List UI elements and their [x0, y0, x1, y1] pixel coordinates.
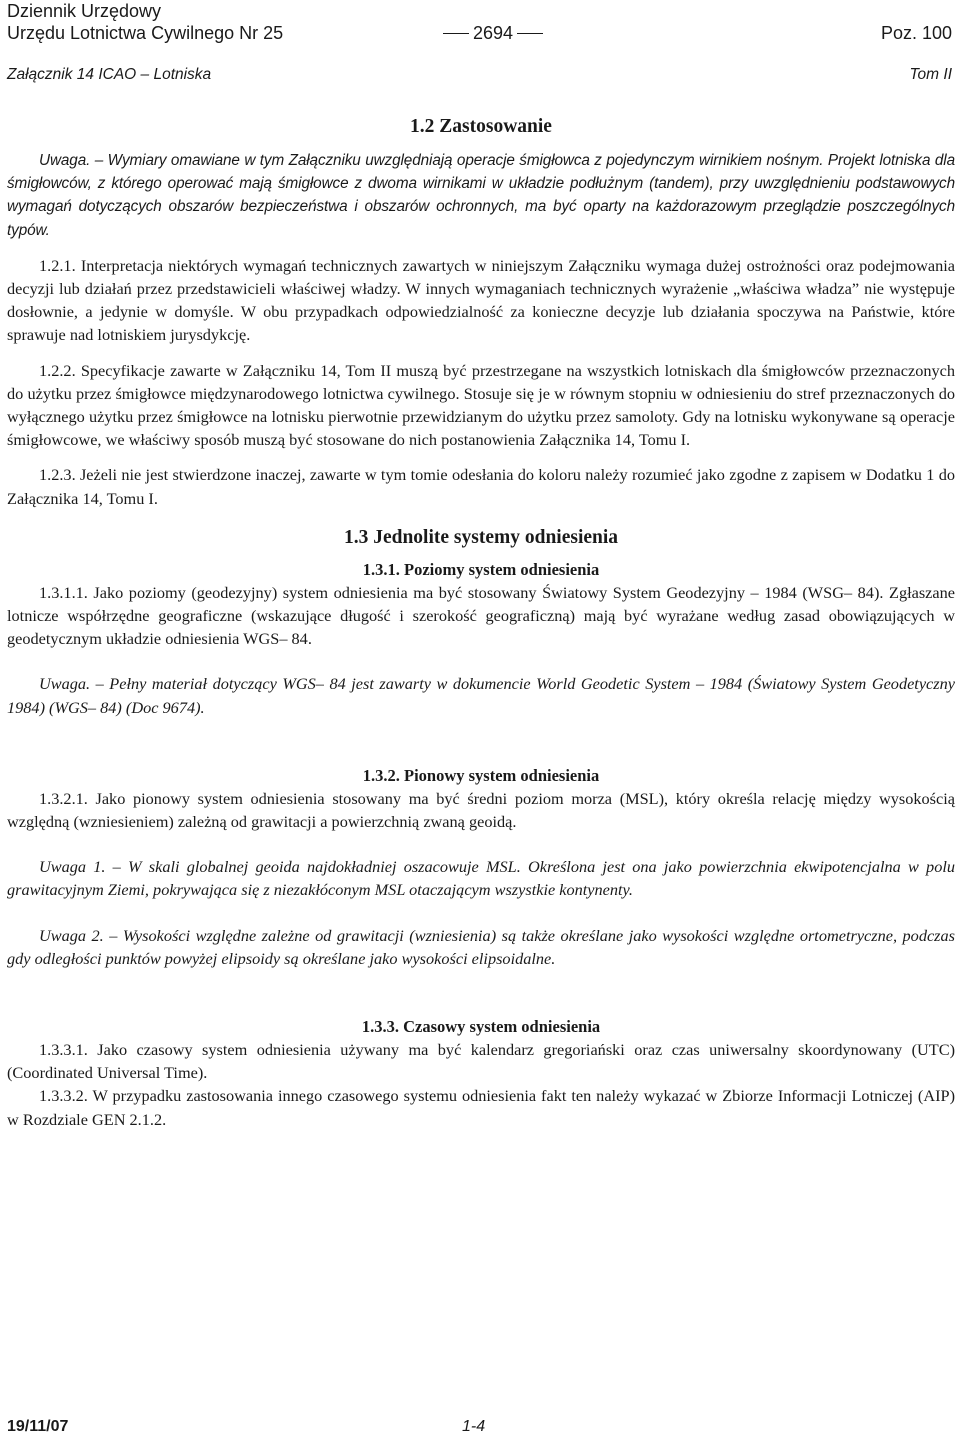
journal-title-line1: Dziennik Urzędowy	[7, 1, 162, 21]
paragraph-1-3-3-1: 1.3.3.1. Jako czasowy system odniesienia używany ma być kalendarz gregoriański oraz czas uniwersalny skoordynowany (UTC) (Coordinated Universal Time).	[7, 1040, 955, 1083]
journal-title-line2: Urzędu Lotnictwa Cywilnego Nr 25	[7, 23, 284, 43]
dash-right	[517, 33, 543, 34]
running-head	[7, 66, 952, 86]
paragraph-1-3-2-1: 1.3.2.1. Jako pionowy system odniesienia stosowany ma być średni poziom morza (MSL), który określa relację między wysokością względną (wzniesieniem) zależną od grawitacji a powierzchnią zwaną geoidą.	[7, 788, 955, 832]
paragraph-1-2-2: 1.2.2. Specyfikacje zawarte w Załączniku 14, Tom II muszą być przestrzegane na wszystkich lotniskach dla śmigłowców przeznaczonych do użytku przez śmigłowce międzynarodowego lotnictwa cywilnego. Stosuje się je w równym stopniu w odniesieniu do stref przeznaczonych do wyłącznego użytku przez śmigłowce na lotnisku pierwotnie przewidzianym do użytku przez samoloty. Gdy na lotnisku wykonywane są operacje śmigłowcowe, we właściwy sposób muszą być stosowane do nich postanowienia Załącznika 14, Tomu I.	[7, 360, 955, 450]
footer-page-ref: 1-4	[462, 1418, 486, 1435]
note-1-3-2-1: Uwaga 1. – W skali globalnej geoida najdokładniej oszacowuje MSL. Określona jest ona jako powierzchnia ekwipotencjalna w polu grawitacyjnym Ziemi, pokrywająca się z niezakłóconym MSL otaczającym wszystkie kontynenty.	[7, 857, 955, 900]
subsection-heading-1-3-1: 1.3.1. Poziomy system odniesienia	[362, 559, 600, 579]
page-number: 2694	[473, 23, 514, 43]
footer-date: 19/11/07	[7, 1418, 69, 1435]
page-header	[7, 0, 952, 44]
page-footer	[7, 1418, 955, 1438]
document-body	[7, 113, 955, 1131]
subsection-heading-1-3-2: 1.3.2. Pionowy system odniesienia	[362, 765, 600, 785]
subsection-heading-1-3-3: 1.3.3. Czasowy system odniesienia	[361, 1017, 601, 1037]
paragraph-1-3-1-1: 1.3.1.1. Jako poziomy (geodezyjny) system odniesienia ma być stosowany Światowy System Geodezyjny – 1984 (WSG– 84). Zgłaszane lotnicze współrzędne geograficzne (wskazujące długość i szerokość geograficzną) mają być wyrażane według zasad obowiązujących w geodetycznym układzie odniesienia WGS– 84.	[7, 582, 955, 649]
note-1-3-2-2: Uwaga 2. – Wysokości względne zależne od grawitacji (wzniesienia) są także określane jako wysokości względne ortometryczne, podczas gdy odległości punktów powyżej elipsoidy są określane jako wysokości elipsoidalne.	[7, 925, 955, 968]
dash-left	[443, 33, 469, 34]
note-1-3-1: Uwaga. – Pełny materiał dotyczący WGS– 84 jest zawarty w dokumencie World Geodetic System – 1984 (Światowy System Geodetyczny 1984) (WGS– 84) (Doc 9674).	[7, 674, 955, 717]
paragraph-1-2-3: 1.2.3. Jeżeli nie jest stwierdzone inaczej, zawarte w tym tomie odesłania do koloru należy rozumieć jako zgodne z zapisem w Dodatku 1 do Załącznika 14, Tomu I.	[7, 465, 955, 508]
paragraph-1-3-3-2: 1.3.3.2. W przypadku zastosowania innego czasowego systemu odniesienia fakt ten należy wykazać w Zbiorze Informacji Lotniczej (AIP) w Rozdziale GEN 2.1.2.	[7, 1086, 955, 1129]
paragraph-1-2-1: 1.2.1. Interpretacja niektórych wymagań technicznych zawartych w niniejszym Załączniku wymaga dużej ostrożności oraz podejmowania decyzji lub działań przez przedstawicieli właściwej władzy. W innych wymaganiach technicznych wyrażenie „właściwa władza” nie występuje dosłownie, a jedynie w domyśle. W obu przypadkach odpowiedzialność za konieczne decyzje lub działania spoczywa na Państwie, które sprawuje nad lotniskiem jurysdykcję.	[7, 255, 955, 345]
section-heading-1-3: 1.3 Jednolite systemy odniesienia	[343, 526, 619, 548]
section-heading-1-2: 1.2 Zastosowanie	[410, 116, 552, 137]
annex-title: Załącznik 14 ICAO – Lotniska	[7, 66, 212, 83]
page-number-block	[439, 22, 547, 44]
volume-label: Tom II	[909, 66, 952, 83]
position-number: Poz. 100	[880, 23, 952, 43]
note-1-2: Uwaga. – Wymiary omawiane w tym Załączniku uwzględniają operacje śmigłowca z pojedynczym wirnikiem nośnym. Projekt lotniska dla śmigłowców, z którego operować mają śmigłowce z dwoma wirnikami w układzie podłużnym (tandem), przy uwzględnieniu podstawowych wymagań dotyczących obszarów bezpieczeństwa i obszarów ochronnych, ma być oparty na każdorazowym przeglądzie poszczególnych typów.	[7, 152, 955, 239]
